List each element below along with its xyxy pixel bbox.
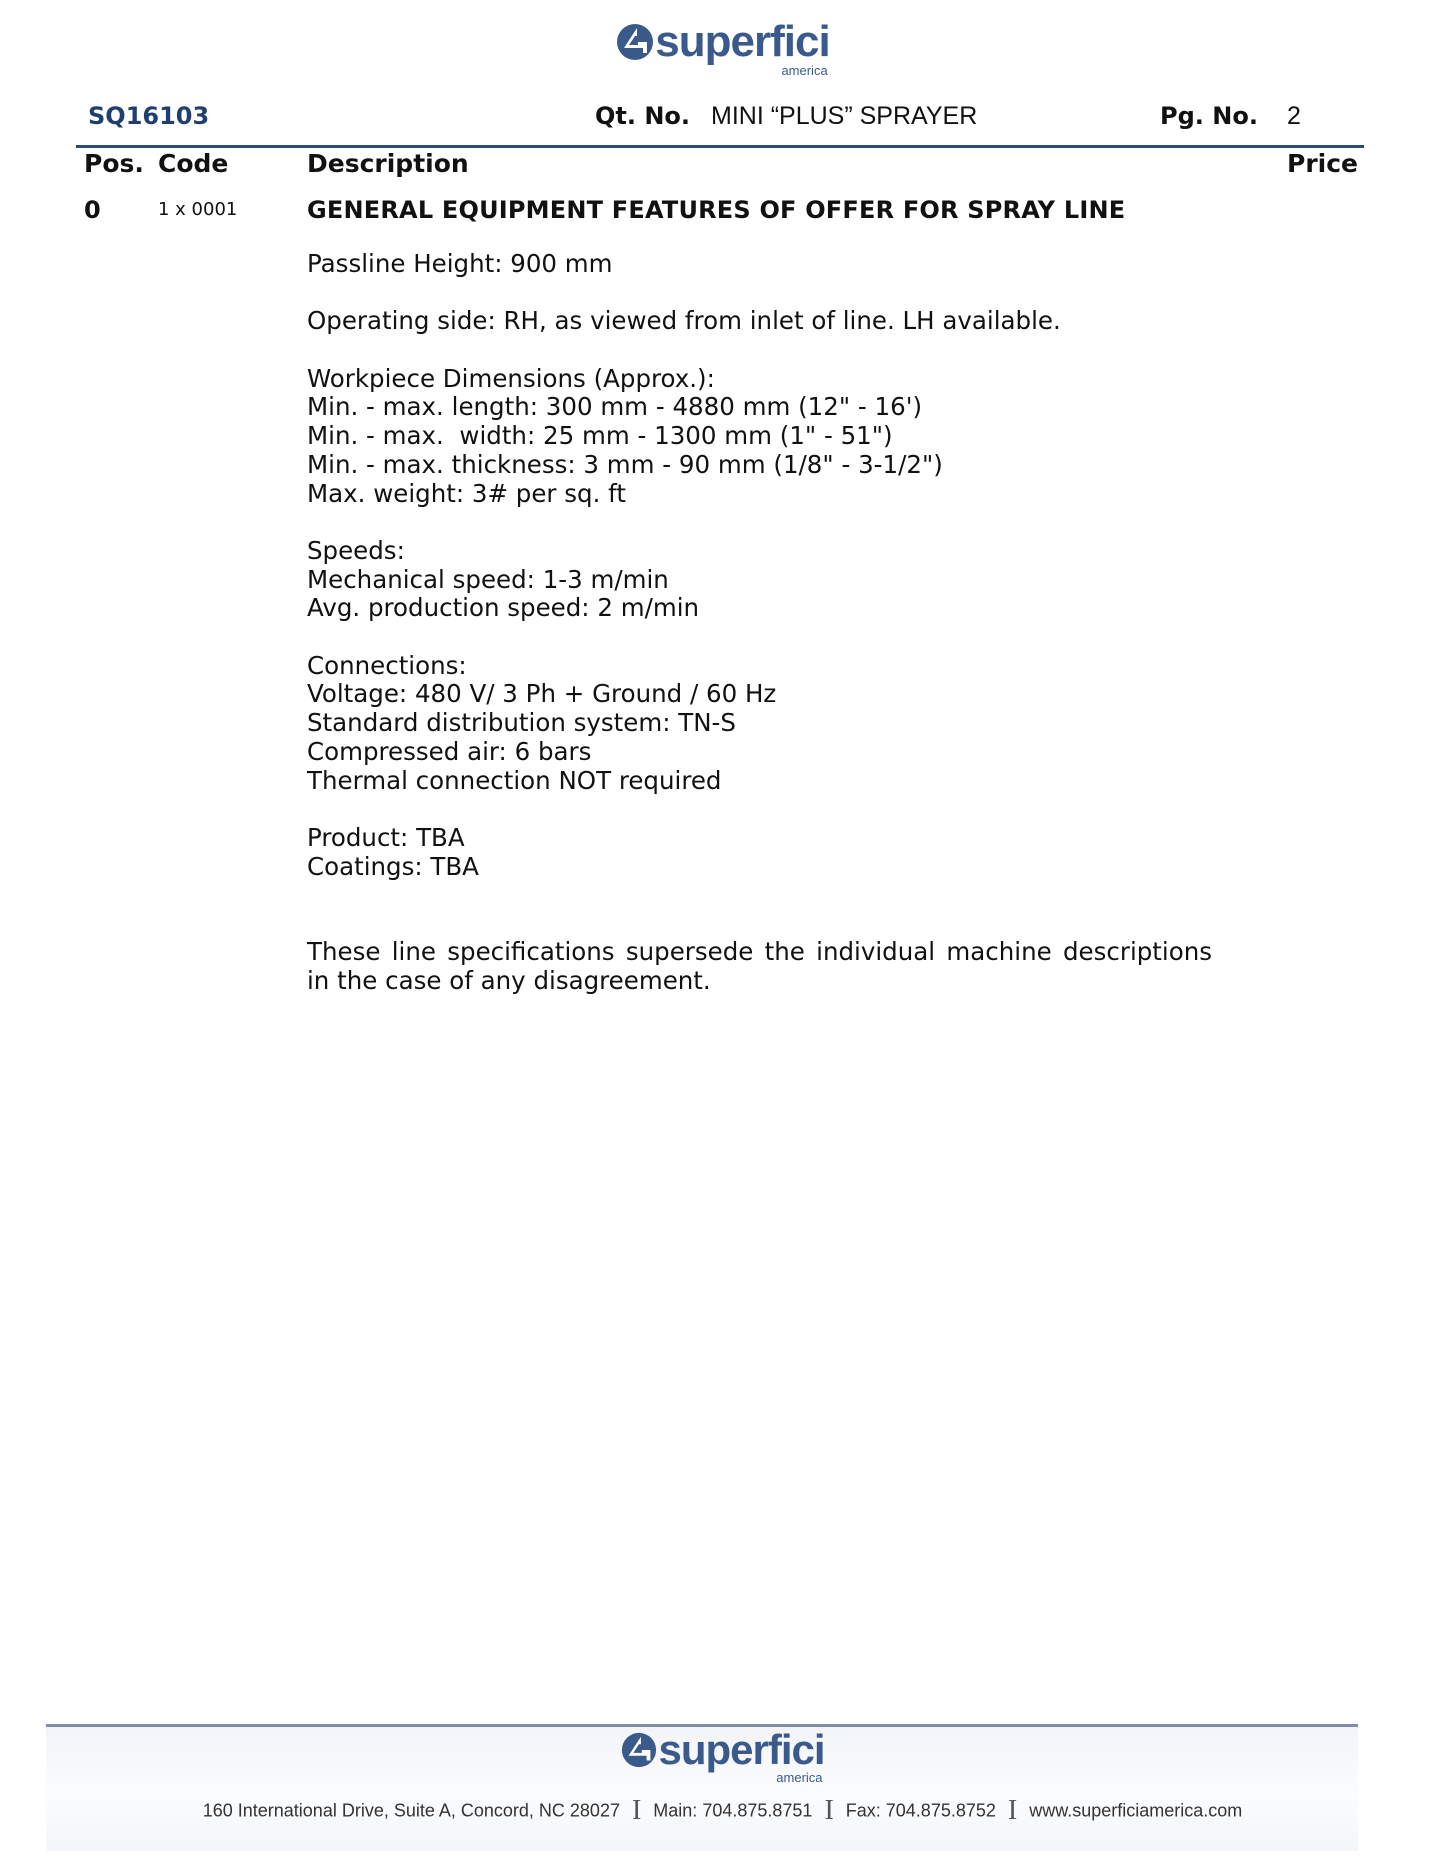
- footer-separator: I: [1007, 1795, 1018, 1826]
- footer-address: 160 International Drive, Suite A, Concord, NC 28027: [202, 1800, 620, 1821]
- column-description: Description: [307, 149, 469, 178]
- spec-line: Product: TBA: [307, 822, 465, 852]
- pg-no-label: Pg. No.: [1160, 102, 1258, 130]
- spec-line: Standard distribution system: TN-S: [307, 708, 736, 738]
- header-divider: [76, 145, 1364, 148]
- column-code: Code: [158, 149, 229, 178]
- footer-website[interactable]: www.superficiamerica.com: [1029, 1800, 1243, 1821]
- spec-line: Compressed air: 6 bars: [307, 736, 592, 766]
- spec-line: Connections:: [307, 650, 467, 680]
- spec-paragraph: [307, 365, 1207, 509]
- spec-line: Min. - max. width: 25 mm - 1300 mm (1" - 51"): [307, 421, 893, 451]
- column-price: Price: [1287, 149, 1358, 178]
- spec-line: Workpiece Dimensions (Approx.):: [307, 363, 715, 393]
- spec-line: Avg. production speed: 2 m/min: [307, 593, 700, 623]
- spec-note-text: These line specifications supersede the individual machine descriptions in the case of any disagreement.: [307, 937, 1212, 996]
- brand-name: superfici: [655, 17, 830, 66]
- spec-paragraph: [307, 307, 1207, 336]
- spec-line: Min. - max. length: 300 mm - 4880 mm (12" - 16'): [307, 392, 923, 422]
- brand-sub: america: [776, 1770, 823, 1785]
- superfici-logo-mark-icon: [615, 22, 655, 62]
- spec-line: Min. - max. thickness: 3 mm - 90 mm (1/8" - 3-1/2"): [307, 449, 943, 479]
- brand-sub: america: [781, 63, 828, 78]
- spec-paragraph: [307, 537, 1207, 623]
- spec-paragraph: [307, 250, 1207, 279]
- qt-no-value: MINI “PLUS” SPRAYER: [711, 102, 978, 130]
- footer-fax: Fax: 704.875.8752: [845, 1800, 996, 1821]
- superfici-logo-mark-icon: [620, 1731, 658, 1769]
- spec-paragraph: [307, 824, 1207, 881]
- spec-line: Operating side: RH, as viewed from inlet of line. LH available.: [307, 306, 1061, 336]
- header-logo: [0, 17, 1445, 78]
- footer-separator: I: [631, 1795, 642, 1826]
- spec-note: [307, 937, 1212, 996]
- spec-line: Speeds:: [307, 535, 405, 565]
- brand-name: superfici: [658, 1726, 825, 1773]
- spec-line: Coatings: TBA: [307, 851, 479, 881]
- quote-code: SQ16103: [88, 102, 210, 130]
- footer-logo: [0, 1726, 1445, 1785]
- spec-line: Voltage: 480 V/ 3 Ph + Ground / 60 Hz: [307, 679, 777, 709]
- spec-line: Passline Height: 900 mm: [307, 249, 613, 278]
- item-description: [307, 249, 1212, 1024]
- spec-line: Thermal connection NOT required: [307, 765, 722, 795]
- item-code: 1 x 0001: [158, 199, 238, 220]
- spec-line: Max. weight: 3# per sq. ft: [307, 478, 626, 508]
- footer-contact: [0, 1795, 1445, 1827]
- spec-line: Mechanical speed: 1-3 m/min: [307, 564, 669, 594]
- spec-paragraph: [307, 652, 1207, 796]
- column-pos: Pos.: [84, 149, 144, 178]
- pg-no-value: 2: [1287, 102, 1301, 130]
- footer-main-phone: Main: 704.875.8751: [653, 1800, 813, 1821]
- footer-separator: I: [824, 1795, 834, 1826]
- item-title: GENERAL EQUIPMENT FEATURES OF OFFER FOR SPRAY LINE: [307, 196, 1126, 224]
- qt-no-label: Qt. No.: [595, 102, 691, 130]
- item-pos: 0: [84, 196, 101, 224]
